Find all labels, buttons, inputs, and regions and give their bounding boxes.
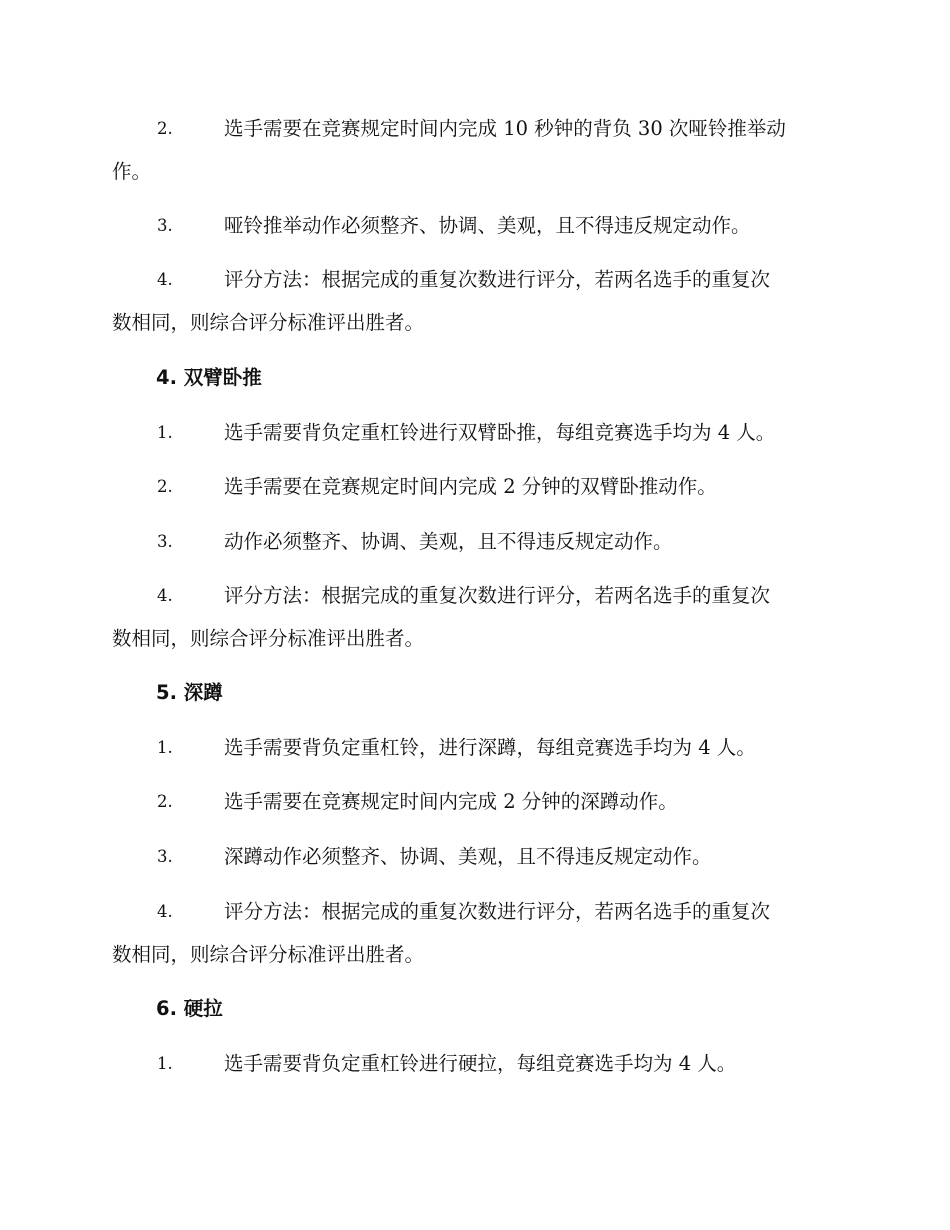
list-item bbox=[112, 411, 842, 454]
item-text: 选手需要背负定重杠铃，进行深蹲，每组竞赛选手均为 4 人。 bbox=[224, 736, 756, 759]
list-item bbox=[112, 107, 842, 193]
item-text: 选手需要在竞赛规定时间内完成 10 秒钟的背负 30 次哑铃推举动 bbox=[224, 117, 786, 140]
section-heading: 4. 双臂卧推 bbox=[156, 366, 262, 389]
item-number: 4. bbox=[157, 902, 173, 921]
item-text-continuation: 数相同，则综合评分标准评出胜者。 bbox=[112, 627, 425, 650]
list-item bbox=[112, 780, 842, 823]
item-text: 选手需要背负定重杠铃进行硬拉，每组竞赛选手均为 4 人。 bbox=[224, 1052, 737, 1075]
list-item bbox=[112, 890, 842, 976]
item-text: 评分方法：根据完成的重复次数进行评分，若两名选手的重复次 bbox=[224, 268, 771, 291]
item-number: 2. bbox=[157, 477, 173, 496]
list-item bbox=[112, 1042, 842, 1085]
item-number: 3. bbox=[157, 847, 173, 866]
item-text: 哑铃推举动作必须整齐、协调、美观，且不得违反规定动作。 bbox=[224, 214, 751, 237]
item-number: 3. bbox=[157, 216, 173, 235]
item-text-continuation: 数相同，则综合评分标准评出胜者。 bbox=[112, 943, 425, 966]
list-item bbox=[112, 258, 842, 344]
list-item bbox=[112, 574, 842, 660]
item-text-continuation: 数相同，则综合评分标准评出胜者。 bbox=[112, 311, 425, 334]
item-number: 3. bbox=[157, 532, 173, 551]
item-text: 动作必须整齐、协调、美观，且不得违反规定动作。 bbox=[224, 530, 673, 553]
item-text: 评分方法：根据完成的重复次数进行评分，若两名选手的重复次 bbox=[224, 900, 771, 923]
list-item bbox=[112, 835, 842, 878]
item-text: 选手需要在竞赛规定时间内完成 2 分钟的双臂卧推动作。 bbox=[224, 475, 717, 498]
item-number: 1. bbox=[157, 1054, 173, 1073]
item-text: 选手需要在竞赛规定时间内完成 2 分钟的深蹲动作。 bbox=[224, 790, 678, 813]
item-number: 4. bbox=[157, 270, 173, 289]
section-heading: 5. 深蹲 bbox=[156, 681, 223, 704]
list-item bbox=[112, 520, 842, 563]
item-number: 1. bbox=[157, 423, 173, 442]
item-number: 1. bbox=[157, 738, 173, 757]
item-number: 2. bbox=[157, 792, 173, 811]
item-text: 选手需要背负定重杠铃进行双臂卧推，每组竞赛选手均为 4 人。 bbox=[224, 421, 776, 444]
section-heading: 6. 硬拉 bbox=[156, 997, 223, 1020]
item-number: 4. bbox=[157, 586, 173, 605]
item-text: 评分方法：根据完成的重复次数进行评分，若两名选手的重复次 bbox=[224, 584, 771, 607]
list-item bbox=[112, 726, 842, 769]
item-text-continuation: 作。 bbox=[112, 160, 152, 183]
item-number: 2. bbox=[157, 119, 173, 138]
list-item bbox=[112, 204, 842, 247]
list-item bbox=[112, 465, 842, 508]
item-text: 深蹲动作必须整齐、协调、美观，且不得违反规定动作。 bbox=[224, 845, 712, 868]
